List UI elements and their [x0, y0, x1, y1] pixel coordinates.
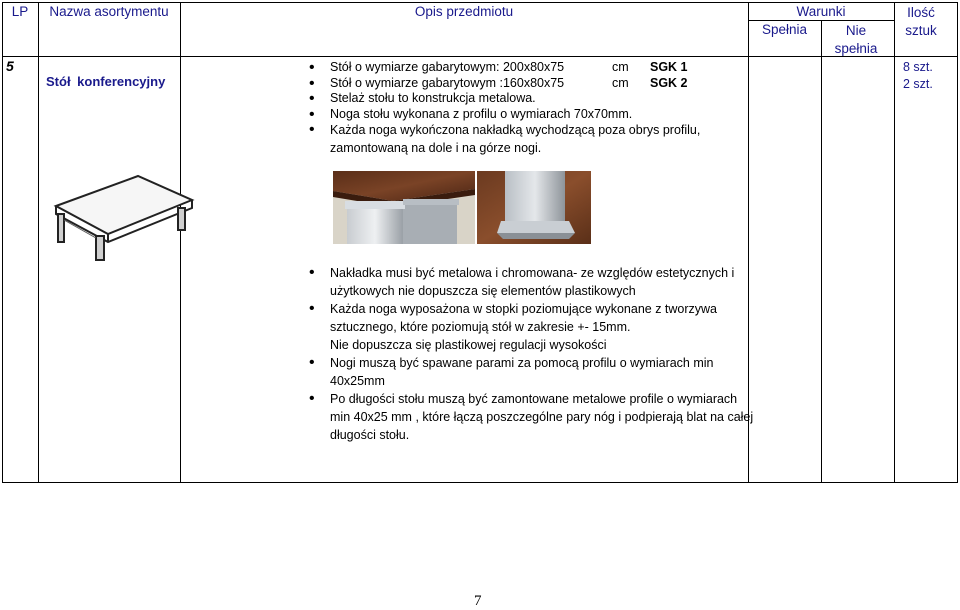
spec-item-5: • Każda noga wykończona nakładką wychodzącą poza obrys profilu, zamontowaną na dole i na górze nogi.	[306, 121, 746, 157]
spec-item-2-unit: cm	[612, 75, 629, 90]
leg-top-photo	[333, 171, 475, 244]
spec-item-1-unit: cm	[612, 60, 629, 74]
spec-list	[306, 60, 746, 157]
row-lp: 5	[6, 58, 14, 74]
header-warunki: Warunki	[796, 4, 846, 19]
spec-item-1	[306, 60, 746, 76]
header-bottom-border	[2, 56, 958, 57]
spec2-item-4: • Nogi muszą być spawane parami za pomocą profilu o wymiarach min 40x25mm	[306, 354, 756, 390]
spec2-item-1: • Nakładka musi być metalowa i chromowana- ze względów estetycznych i użytkowych nie dopuszcza się elementów plastikowych	[306, 264, 756, 300]
spec-item-3: • Stelaż stołu to konstrukcja metalowa.	[306, 91, 746, 107]
table-bottom-border	[2, 482, 958, 483]
spec-item-1-label: Stół o wymiarze gabarytowym: 200x80x75	[330, 60, 565, 74]
spec-item-2-code: SGK 2	[650, 75, 688, 90]
spec-item-1-code: SGK 1	[650, 60, 688, 74]
spec2-item-3: Nie dopuszcza się plastikowej regulacji wysokości	[330, 338, 607, 352]
header-lp: LP	[11, 4, 29, 19]
col-border-1	[38, 2, 39, 483]
col-border-4	[821, 20, 822, 483]
col-border-5	[894, 2, 895, 483]
spec2-item-5: • Po długości stołu muszą być zamontowane metalowe profile o wymiarach min 40x25 mm , które łączą poszczególne pary nóg i podpierają blat na całej długości stołu.	[306, 390, 756, 444]
header-nie-spelnia: Nie spełnia	[834, 23, 878, 56]
leg-bottom-photo	[477, 171, 591, 244]
spec-list-2	[306, 264, 756, 444]
quantity-2: 2 szt.	[903, 77, 933, 91]
spec-item-4: • Noga stołu wykonana z profilu o wymiarach 70x70mm.	[306, 107, 746, 123]
page-number: 7	[474, 593, 482, 609]
header-nazwa: Nazwa asortymentu	[49, 4, 169, 19]
spec2-item-2: • Każda noga wyposażona w stopki poziomujące wykonane z tworzywa sztucznego, które poziomują stół w zakresie +- 15mm.	[306, 300, 756, 336]
row-name: Stół konferencyjny	[46, 74, 166, 89]
header-opis: Opis przedmiotu	[414, 4, 514, 19]
quantity-1: 8 szt.	[903, 60, 933, 74]
table-top-border	[2, 2, 958, 3]
col-border-0	[2, 2, 3, 483]
spec-item-2-label: Stół o wymiarze gabarytowym :160x80x75	[330, 75, 565, 90]
col-border-6	[957, 2, 958, 483]
header-spelnia: Spełnia	[761, 22, 808, 37]
table-drawing	[52, 168, 202, 264]
header-ilosc: Ilość sztuk	[905, 5, 937, 38]
spec-item-2	[306, 76, 746, 92]
